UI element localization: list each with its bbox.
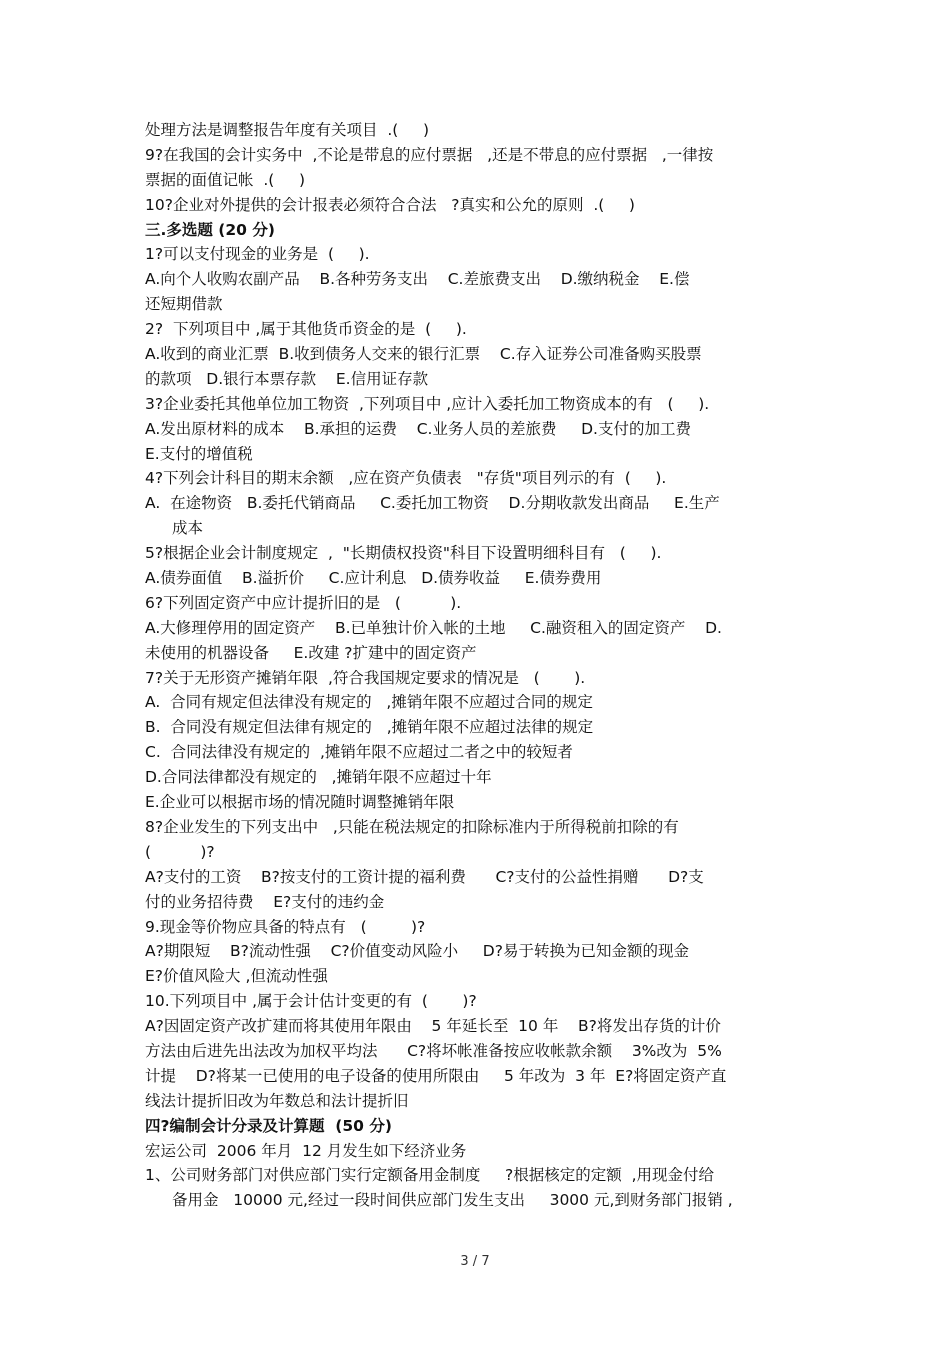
question: 7?关于无形资产摊销年限 ,符合我国规定要求的情况是 ( ). (145, 668, 586, 687)
answer-options: A.向个人收购农副产品 B.各种劳务支出 C.差旅费支出 D.缴纳税金 E.偿 (145, 270, 690, 289)
answer-options: E.支付的增值税 (145, 444, 253, 463)
answer-options: A?支付的工资 B?按支付的工资计提的福利费 C?支付的公益性捐赠 D?支 (145, 867, 704, 886)
question: 4?下列会计科目的期末余额 ,应在资产负债表 "存货"项目列示的有 ( ). (145, 469, 667, 488)
answer-options: A.债券面值 B.溢折价 C.应计利息 D.债券收益 E.债券费用 (145, 569, 602, 588)
answer-options: 还短期借款 (145, 295, 223, 314)
question: 2? 下列项目中 ,属于其他货币资金的是 ( ). (145, 320, 467, 339)
page-body (145, 118, 815, 1213)
question: 3?企业委托其他单位加工物资 ,下列项目中 ,应计入委托加工物资成本的有 ( ). (145, 394, 710, 413)
page-number: 3 / 7 (460, 1254, 490, 1269)
answer-options: 计提 D?将某一已使用的电子设备的使用所限由 5 年改为 3 年 E?将固定资产直 (145, 1066, 727, 1085)
answer-options: A.发出原材料的成本 B.承担的运费 C.业务人员的差旅费 D.支付的加工费 (145, 419, 691, 438)
question: ( )? (145, 842, 215, 861)
answer-options: 成本 (172, 519, 204, 538)
answer-options: A.大修理停用的固定资产 B.已单独计价入帐的土地 C.融资租入的固定资产 D. (145, 618, 722, 637)
question: 10.下列项目中 ,属于会计估计变更的有 ( )? (145, 992, 477, 1011)
answer-options: A.收到的商业汇票 B.收到债务人交来的银行汇票 C.存入证券公司准备购买股票 (145, 345, 702, 364)
answer-options: E?价值风险大 ,但流动性强 (145, 967, 328, 986)
question: 9.现金等价物应具备的特点有 ( )? (145, 917, 426, 936)
answer-options: 方法由后进先出法改为加权平均法 C?将坏帐准备按应收帐款余额 3%改为 5% (145, 1041, 722, 1060)
answer-options: C. 合同法律没有规定的 ,摊销年限不应超过二者之中的较短者 (145, 743, 573, 762)
question: 8?企业发生的下列支出中 ,只能在税法规定的扣除标准内于所得税前扣除的有 (145, 817, 679, 836)
text-line: 10?企业对外提供的会计报表必须符合合法 ?真实和公允的原则 .( ) (145, 195, 635, 214)
answer-options: D.合同法律都没有规定的 ,摊销年限不应超过十年 (145, 768, 492, 787)
question: 5?根据企业会计制度规定 , "长期债权投资"科目下设置明细科目有 ( ). (145, 544, 662, 563)
text-line: 宏运公司 2006 年月 12 月发生如下经济业务 (145, 1141, 467, 1160)
answer-options: 付的业务招待费 E?支付的违约金 (145, 892, 385, 911)
answer-options: A. 合同有规定但法律没有规定的 ,摊销年限不应超过合同的规定 (145, 693, 593, 712)
text-line: 备用金 10000 元,经过一段时间供应部门发生支出 3000 元,到财务部门报销 , (172, 1191, 733, 1210)
answer-options: 线法计提折旧改为年数总和法计提折旧 (145, 1091, 409, 1110)
question: 6?下列固定资产中应计提折旧的是 ( ). (145, 593, 462, 612)
answer-options: 未使用的机器设备 E.改建 ?扩建中的固定资产 (145, 643, 477, 662)
answer-options: B. 合同没有规定但法律有规定的 ,摊销年限不应超过法律的规定 (145, 718, 594, 737)
answer-options: 的款项 D.银行本票存款 E.信用证存款 (145, 369, 429, 388)
answer-options: A. 在途物资 B.委托代销商品 C.委托加工物资 D.分期收款发出商品 E.生产 (145, 494, 720, 513)
section-heading: 四?编制会计分录及计算题 (50 分) (145, 1116, 392, 1135)
section-heading: 三.多选题 (20 分) (145, 220, 275, 239)
text-line: 处理方法是调整报告年度有关项目 .( ) (145, 121, 430, 139)
answer-options: E.企业可以根据市场的情况随时调整摊销年限 (145, 793, 455, 812)
text-line: 9?在我国的会计实务中 ,不论是带息的应付票据 ,还是不带息的应付票据 ,一律按 (145, 145, 714, 164)
question: 1?可以支付现金的业务是 ( ). (145, 245, 370, 264)
text-line: 票据的面值记帐 .( ) (145, 170, 306, 189)
answer-options: A?期限短 B?流动性强 C?价值变动风险小 D?易于转换为已知金额的现金 (145, 942, 689, 961)
text-line: 1、公司财务部门对供应部门实行定额备用金制度 ?根据核定的定额 ,用现金付给 (145, 1166, 715, 1185)
answer-options: A?因固定资产改扩建而将其使用年限由 5 年延长至 10 年 B?将发出存货的计价 (145, 1017, 721, 1036)
